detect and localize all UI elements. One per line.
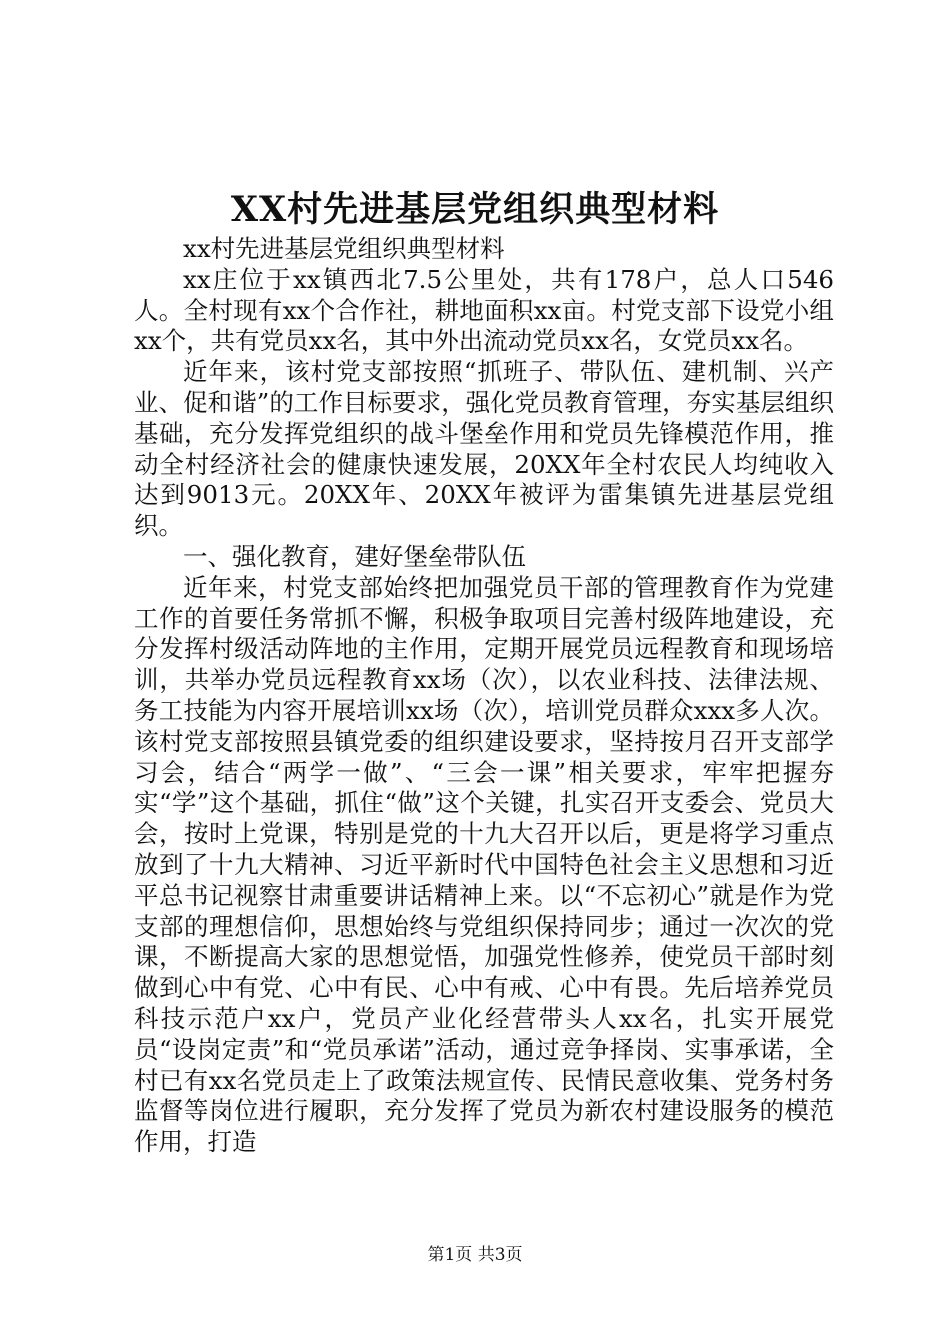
section-heading: 一、强化教育，建好堡垒带队伍 xyxy=(183,541,526,571)
page-footer: 第1页 共3页 xyxy=(427,1245,523,1265)
paragraph-overview: xx庄位于xx镇西北7.5公里处，共有178户，总人口546人。全村现有xx个合作社，耕地面积xx亩。村党支部下设党小组xx个，共有党员xx名，其中外出流动党员xx名，女党员xx名。 xyxy=(134,264,834,356)
paragraph-achievements: 近年来，该村党支部按照“抓班子、带队伍、建机制、兴产业、促和谐”的工作目标要求，强化党员教育管理，夯实基层组织基础，充分发挥党组织的战斗堡垒作用和党员先锋模范作用，推动全村经济社会的健康快速发展，20XX年全村农民人均纯收入达到9013元。20XX年、20XX年被评为雷集镇先进基层党组织。 xyxy=(134,357,834,541)
document-body xyxy=(134,234,834,1158)
paragraph-subtitle: xx村先进基层党组织典型材料 xyxy=(183,234,505,263)
document-title: XX村先进基层党组织典型材料 xyxy=(230,189,720,230)
paragraph-education: 近年来，村党支部始终把加强党员干部的管理教育作为党建工作的首要任务常抓不懈，积极争取项目完善村级阵地建设，充分发挥村级活动阵地的主作用，定期开展党员远程教育和现场培训，共举办党员远程教育xx场（次），以农业科技、法律法规、务工技能为内容开展培训xx场（次），培训党员群众xxx多人次。该村党支部按照县镇党委的组织建设要求，坚持按月召开支部学习会，结合“两学一做”、“三会一课”相关要求，牢牢把握夯实“学”这个基础，抓住“做”这个关键，扎实召开支委会、党员大会，按时上党课，特别是党的十九大召开以后，更是将学习重点放到了十九大精神、习近平新时代中国特色社会主义思想和习近平总书记视察甘肃重要讲话精神上来。以“不忘初心”就是作为党支部的理想信仰，思想始终与党组织保持同步；通过一次次的党课，不断提高大家的思想觉悟，加强党性修养，使党员干部时刻做到心中有党、心中有民、心中有戒、心中有畏。先后培养党员科技示范户xx户，党员产业化经营带头人xx名，扎实开展党员“设岗定责”和“党员承诺”活动，通过竞争择岗、实事承诺，全村已有xx名党员走上了政策法规宣传、民情民意收集、党务村务监督等岗位进行履职，充分发挥了党员为新农村建设服务的模范作用，打造 xyxy=(134,572,834,1157)
